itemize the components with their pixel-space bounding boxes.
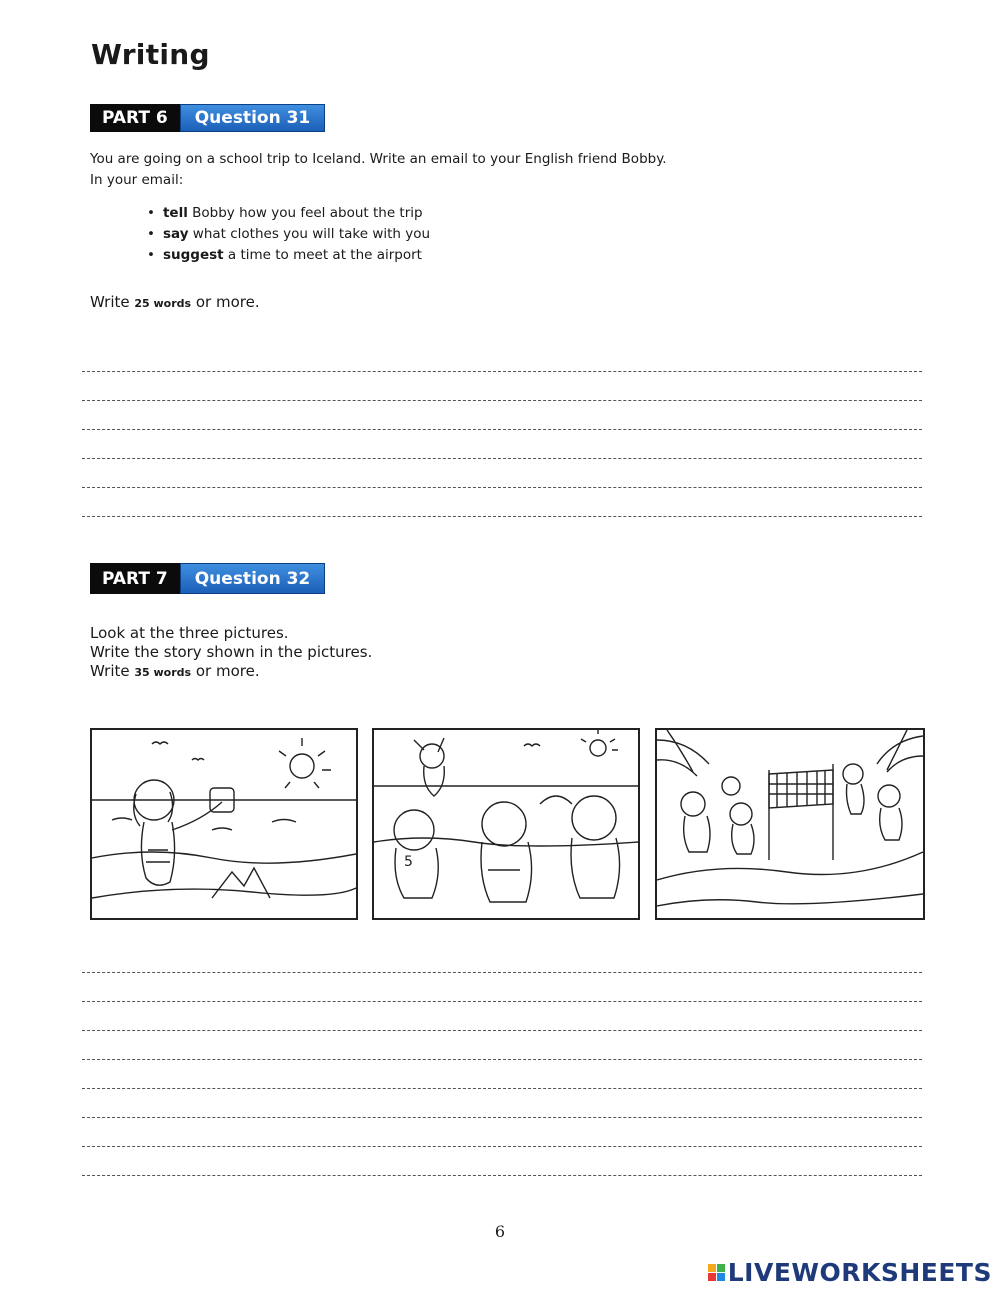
bullet-item: • say what clothes you will take with you <box>147 224 430 245</box>
answer-line[interactable] <box>82 1088 922 1089</box>
answer-line[interactable] <box>82 1001 922 1002</box>
answer-line[interactable] <box>82 458 922 459</box>
picture-panel-2 <box>372 728 640 920</box>
liveworksheets-logo[interactable] <box>708 1258 992 1287</box>
part7-word-requirement: Write 35 words or more. <box>90 662 260 680</box>
bullet-item: • suggest a time to meet at the airport <box>147 245 430 266</box>
answer-line[interactable] <box>82 429 922 430</box>
part7-header <box>90 563 325 594</box>
part6-word-requirement: Write 25 words or more. <box>90 293 260 311</box>
answer-line[interactable] <box>82 371 922 372</box>
part6-intro-line1: You are going on a school trip to Iceland. Write an email to your English friend Bobby. <box>90 151 667 167</box>
page-number: 6 <box>494 1222 506 1241</box>
part7-label: PART 7 <box>90 563 180 594</box>
page-title: Writing <box>91 38 210 71</box>
answer-line[interactable] <box>82 400 922 401</box>
answer-line[interactable] <box>82 487 922 488</box>
part7-instructions <box>90 624 372 682</box>
part6-label: PART 6 <box>90 104 180 132</box>
answer-line[interactable] <box>82 1175 922 1176</box>
beach-volleyball-illustration <box>657 730 923 918</box>
picture-panel-1 <box>90 728 358 920</box>
answer-line[interactable] <box>82 1059 922 1060</box>
logo-blocks-icon <box>708 1264 725 1281</box>
answer-line[interactable] <box>82 972 922 973</box>
picture-panel-3 <box>655 728 925 920</box>
question31-label: Question 31 <box>180 104 326 132</box>
part6-instructions <box>90 149 950 191</box>
part6-header <box>90 104 325 132</box>
answer-line[interactable] <box>82 1146 922 1147</box>
part6-intro-line2: In your email: <box>90 172 184 188</box>
jersey-number: 5 <box>404 854 413 870</box>
bullet-item: • tell Bobby how you feel about the trip <box>147 203 430 224</box>
logo-text: LIVEWORKSHEETS <box>727 1258 992 1287</box>
girl-building-sandcastle-illustration <box>92 730 356 918</box>
answer-line[interactable] <box>82 516 922 517</box>
answer-line[interactable] <box>82 1117 922 1118</box>
children-at-beach-illustration <box>374 730 638 918</box>
part6-bullet-list <box>147 203 430 266</box>
part7-line2: Write the story shown in the pictures. <box>90 643 373 661</box>
question32-label: Question 32 <box>180 563 326 594</box>
answer-line[interactable] <box>82 1030 922 1031</box>
part7-line1: Look at the three pictures. <box>90 624 289 642</box>
